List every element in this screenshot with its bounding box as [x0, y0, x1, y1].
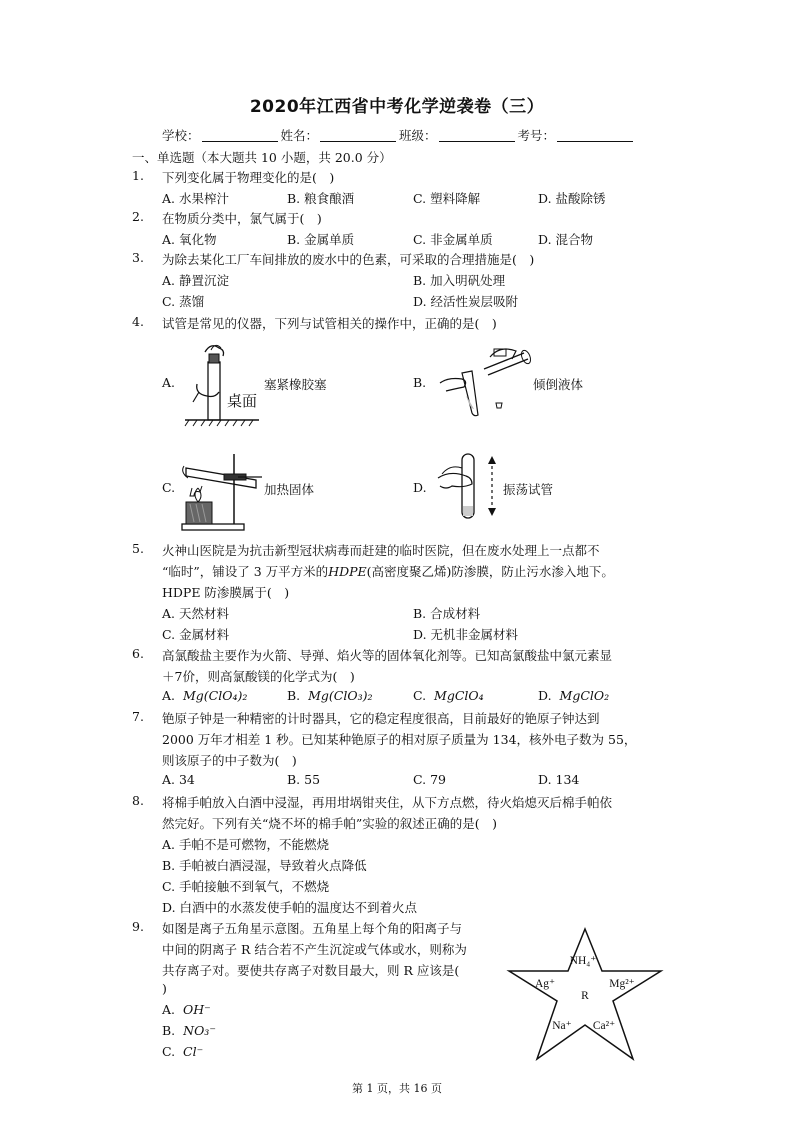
q9-option-b-label: B.	[162, 1023, 176, 1038]
q2-option-b[interactable]: B. 金属单质	[287, 232, 355, 247]
q5-number: 5.	[132, 541, 144, 556]
q2-option-c[interactable]: C. 非金属单质	[413, 232, 493, 247]
q6-option-b-label: B.	[287, 688, 301, 703]
ion-center: R	[581, 990, 589, 1002]
q7-number: 7.	[132, 709, 144, 724]
q4-option-b-letter[interactable]: B.	[413, 375, 427, 390]
q9-option-b-formula: NO₃⁻	[183, 1023, 216, 1038]
q3-option-a[interactable]: A. 静置沉淀	[162, 273, 229, 288]
q1-number: 1.	[132, 168, 144, 183]
q3-number: 3.	[132, 250, 144, 265]
q7-option-d[interactable]: D. 134	[538, 772, 580, 787]
q1-option-a[interactable]: A. 水果榨汁	[162, 191, 229, 206]
q9-stem-line-2: 中间的阴离子 R 结合若不产生沉淀或气体或水，则称为	[162, 942, 467, 957]
q5-stem-line-2	[162, 562, 614, 580]
ion-bottom-left: Na⁺	[552, 1020, 572, 1032]
q2-option-d[interactable]: D. 混合物	[538, 232, 594, 247]
class-label: 班级：	[399, 128, 437, 143]
heating-solid-illustration	[178, 450, 266, 532]
q6-option-b[interactable]	[287, 688, 373, 703]
q7-option-c[interactable]: C. 79	[413, 772, 446, 787]
q9-option-c-formula: Cl⁻	[183, 1044, 204, 1059]
q7-stem-line-2: 2000 万年才相差 1 秒。已知某种铯原子的相对原子质量为 134，核外电子数为 55，	[162, 732, 637, 747]
q6-option-d-label: D.	[538, 688, 552, 703]
q9-option-c[interactable]	[162, 1044, 203, 1059]
q6-stem-line-2: ＋7价，则高氯酸镁的化学式为( )	[162, 669, 355, 684]
exam-no-blank[interactable]	[557, 129, 633, 142]
q4-stem: 试管是常见的仪器，下列与试管相关的操作中，正确的是( )	[162, 316, 497, 331]
q6-option-c-label: C.	[413, 688, 427, 703]
q3-option-d[interactable]: D. 经活性炭层吸附	[413, 294, 519, 309]
q8-option-d[interactable]: D. 白酒中的水蒸发使手帕的温度达不到着火点	[162, 900, 418, 915]
q3-stem: 为除去某化工厂车间排放的废水中的色素，可采取的合理措施是( )	[162, 252, 535, 267]
q2-number: 2.	[132, 209, 144, 224]
q4-option-d-caption: 振荡试管	[503, 482, 554, 497]
q1-option-d[interactable]: D. 盐酸除锈	[538, 191, 606, 206]
q5-option-c[interactable]: C. 金属材料	[162, 627, 230, 642]
q9-option-b[interactable]	[162, 1023, 216, 1038]
q6-option-c-formula: MgClO₄	[434, 688, 484, 703]
q5-option-b[interactable]: B. 合成材料	[413, 606, 481, 621]
q4-option-c-caption: 加热固体	[264, 482, 315, 497]
section-heading: 一、单选题（本大题共 10 小题，共 20.0 分）	[132, 150, 392, 165]
q4-option-a-letter[interactable]: A.	[162, 375, 176, 390]
q6-stem-line-1: 高氯酸盐主要作为火箭、导弹、焰火等的固体氧化剂等。已知高氯酸盐中氯元素显	[162, 648, 613, 663]
q4-number: 4.	[132, 314, 144, 329]
school-blank[interactable]	[202, 129, 278, 142]
q9-option-c-label: C.	[162, 1044, 176, 1059]
q6-option-d-formula: MgClO₂	[559, 688, 610, 703]
q5-line-2-part-2: (高密度聚乙烯)防渗膜，防止污水渗入地下。	[366, 564, 614, 579]
q5-option-d[interactable]: D. 无机非金属材料	[413, 627, 519, 642]
q9-stem-line-3: 共存离子对。要使共存离子对数目最大，则 R 应该是(	[162, 963, 460, 978]
q4-option-d-letter[interactable]: D.	[413, 480, 427, 495]
exam-no-label: 考号：	[517, 128, 556, 143]
q8-option-a[interactable]: A. 手帕不是可燃物，不能燃烧	[162, 837, 329, 852]
q7-option-a[interactable]: A. 34	[162, 772, 195, 787]
q6-option-b-formula: Mg(ClO₃)₂	[308, 688, 373, 703]
q5-option-a[interactable]: A. 天然材料	[162, 606, 229, 621]
pouring-liquid-illustration	[436, 343, 532, 419]
q6-option-a-formula: Mg(ClO₄)₂	[182, 688, 248, 703]
hdpe-term: HDPE	[328, 564, 367, 579]
q4-option-c-letter[interactable]: C.	[162, 480, 176, 495]
q3-option-b[interactable]: B. 加入明矾处理	[413, 273, 506, 288]
q8-number: 8.	[132, 793, 144, 808]
q8-stem-line-1: 将棉手帕放入白酒中浸湿，再用坩埚钳夹住，从下方点燃，待火焰熄灭后棉手帕依	[162, 795, 613, 810]
q1-stem: 下列变化属于物理变化的是( )	[162, 170, 335, 185]
ion-left: Ag⁺	[534, 978, 556, 990]
q9-option-a-label: A.	[162, 1002, 176, 1017]
q4-option-b-caption: 倾倒液体	[533, 377, 584, 392]
class-blank[interactable]	[439, 129, 515, 142]
q2-option-a[interactable]: A. 氧化物	[162, 232, 217, 247]
ion-top: NH₄⁺	[569, 955, 597, 967]
page-title: 2020年江西省中考化学逆袭卷（三）	[249, 97, 545, 117]
page-footer: 第 1 页，共 16 页	[352, 1082, 442, 1095]
q5-line-2-part-1: “临时”，铺设了 3 万平方米的	[162, 564, 329, 579]
q6-option-d[interactable]	[538, 688, 609, 703]
q6-option-c[interactable]	[413, 688, 484, 703]
shaking-test-tube-illustration	[434, 450, 502, 526]
q9-option-a[interactable]	[162, 1002, 211, 1017]
q7-stem-line-3: 则该原子的中子数为( )	[162, 753, 297, 768]
q9-option-a-formula: OH⁻	[182, 1002, 211, 1017]
q8-option-b[interactable]: B. 手帕被白酒浸湿，导致着火点降低	[162, 858, 367, 873]
school-label: 学校：	[162, 128, 200, 143]
q7-option-b[interactable]: B. 55	[287, 772, 321, 787]
q1-option-c[interactable]: C. 塑料降解	[413, 191, 481, 206]
q8-option-c[interactable]: C. 手帕接触不到氧气，不燃烧	[162, 879, 330, 894]
ion-right: Mg²⁺	[609, 978, 635, 990]
ion-star-diagram	[505, 925, 665, 1065]
q6-option-a-label: A.	[162, 688, 176, 703]
q8-stem-line-2: 然完好。下列有关“烧不坏的棉手帕”实验的叙述正确的是( )	[162, 816, 498, 831]
q6-number: 6.	[132, 646, 144, 661]
ion-bottom-right: Ca²⁺	[592, 1020, 616, 1032]
q4-option-a-caption: 塞紧橡胶塞	[264, 377, 327, 392]
name-label: 姓名：	[280, 128, 319, 143]
name-blank[interactable]	[320, 129, 396, 142]
q9-number: 9.	[132, 919, 144, 934]
desktop-label: 桌面	[227, 392, 258, 410]
q3-option-c[interactable]: C. 蒸馏	[162, 294, 205, 309]
q2-stem: 在物质分类中，氯气属于( )	[162, 211, 322, 226]
q9-stem-line-1: 如图是离子五角星示意图。五角星上每个角的阳离子与	[162, 921, 463, 936]
q5-stem-line-1: 火神山医院是为抗击新型冠状病毒而赶建的临时医院，但在废水处理上一点都不	[162, 543, 600, 558]
q5-stem-line-3: HDPE 防渗膜属于( )	[162, 585, 290, 600]
q1-option-b[interactable]: B. 粮食酿酒	[287, 191, 355, 206]
stopper-insertion-illustration	[183, 340, 265, 430]
q6-option-a[interactable]	[162, 688, 247, 703]
q9-stem-line-4: )	[162, 981, 167, 996]
student-info-row	[162, 126, 636, 144]
q7-stem-line-1: 铯原子钟是一种精密的计时器具，它的稳定程度很高，目前最好的铯原子钟达到	[162, 711, 600, 726]
